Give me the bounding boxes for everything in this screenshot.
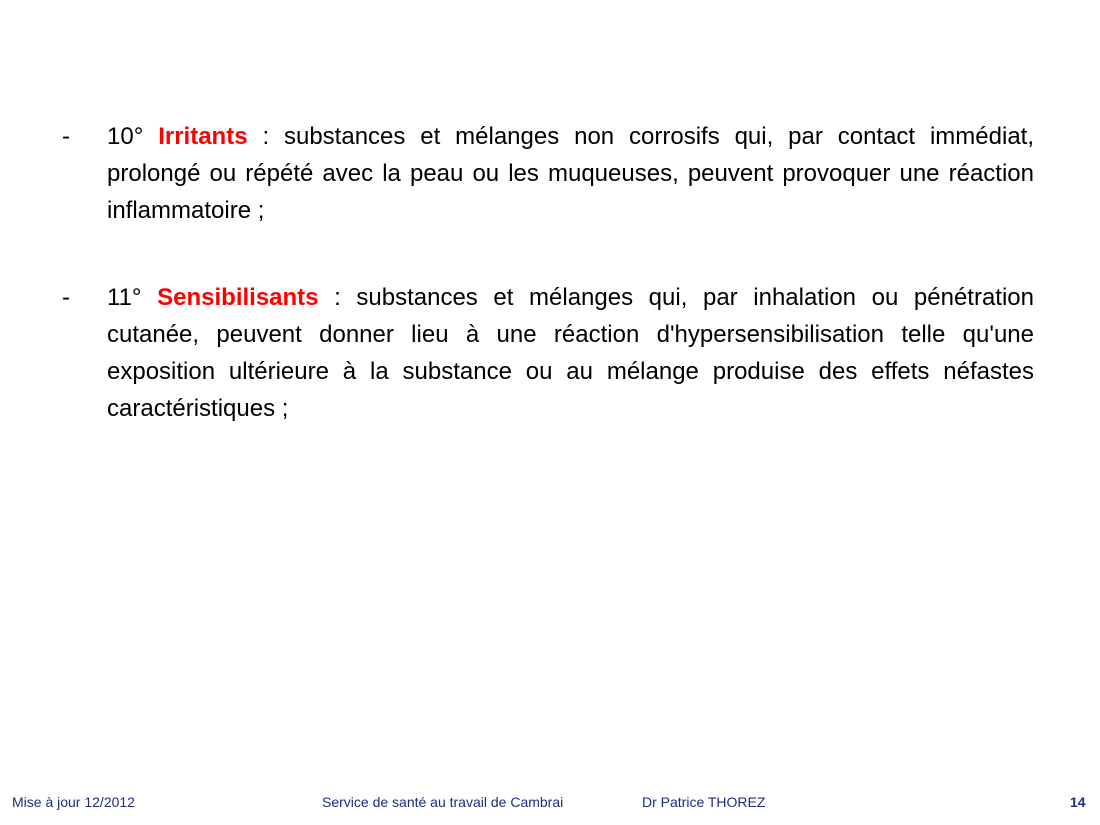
footer-service-name: Service de santé au travail de Cambrai <box>322 794 564 810</box>
item-definition: : substances et mélanges non corrosifs qui, par contact immédiat, prolongé ou répété avec la peau ou les muqueuses, peuvent provoquer une réaction inflammatoire ; <box>107 123 1035 224</box>
item-number: 10° <box>107 123 144 150</box>
bullet-list <box>62 118 1034 477</box>
slide-footer <box>0 794 1100 816</box>
bullet-text <box>107 279 1034 427</box>
bullet-marker: - <box>62 284 70 311</box>
term-highlight: Irritants <box>158 123 248 150</box>
item-definition: : substances et mélanges qui, par inhalation ou pénétration cutanée, peuvent donner lieu à une réaction d'hypersensibilisation telle qu'une exposition ultérieure à la substance ou au mélange produise des effets néfastes caractéristiques ; <box>107 284 1035 422</box>
footer-page-number: 14 <box>1070 794 1086 810</box>
item-number: 11° <box>107 284 142 311</box>
bullet-marker: - <box>62 123 70 150</box>
bullet-item-irritants <box>62 118 1034 229</box>
term-highlight: Sensibilisants <box>157 284 319 311</box>
footer-doctor-name: Dr Patrice THOREZ <box>642 794 766 810</box>
bullet-text <box>107 118 1034 229</box>
bullet-item-sensibilisants <box>62 279 1034 427</box>
footer-update-date: Mise à jour 12/2012 <box>12 794 135 810</box>
